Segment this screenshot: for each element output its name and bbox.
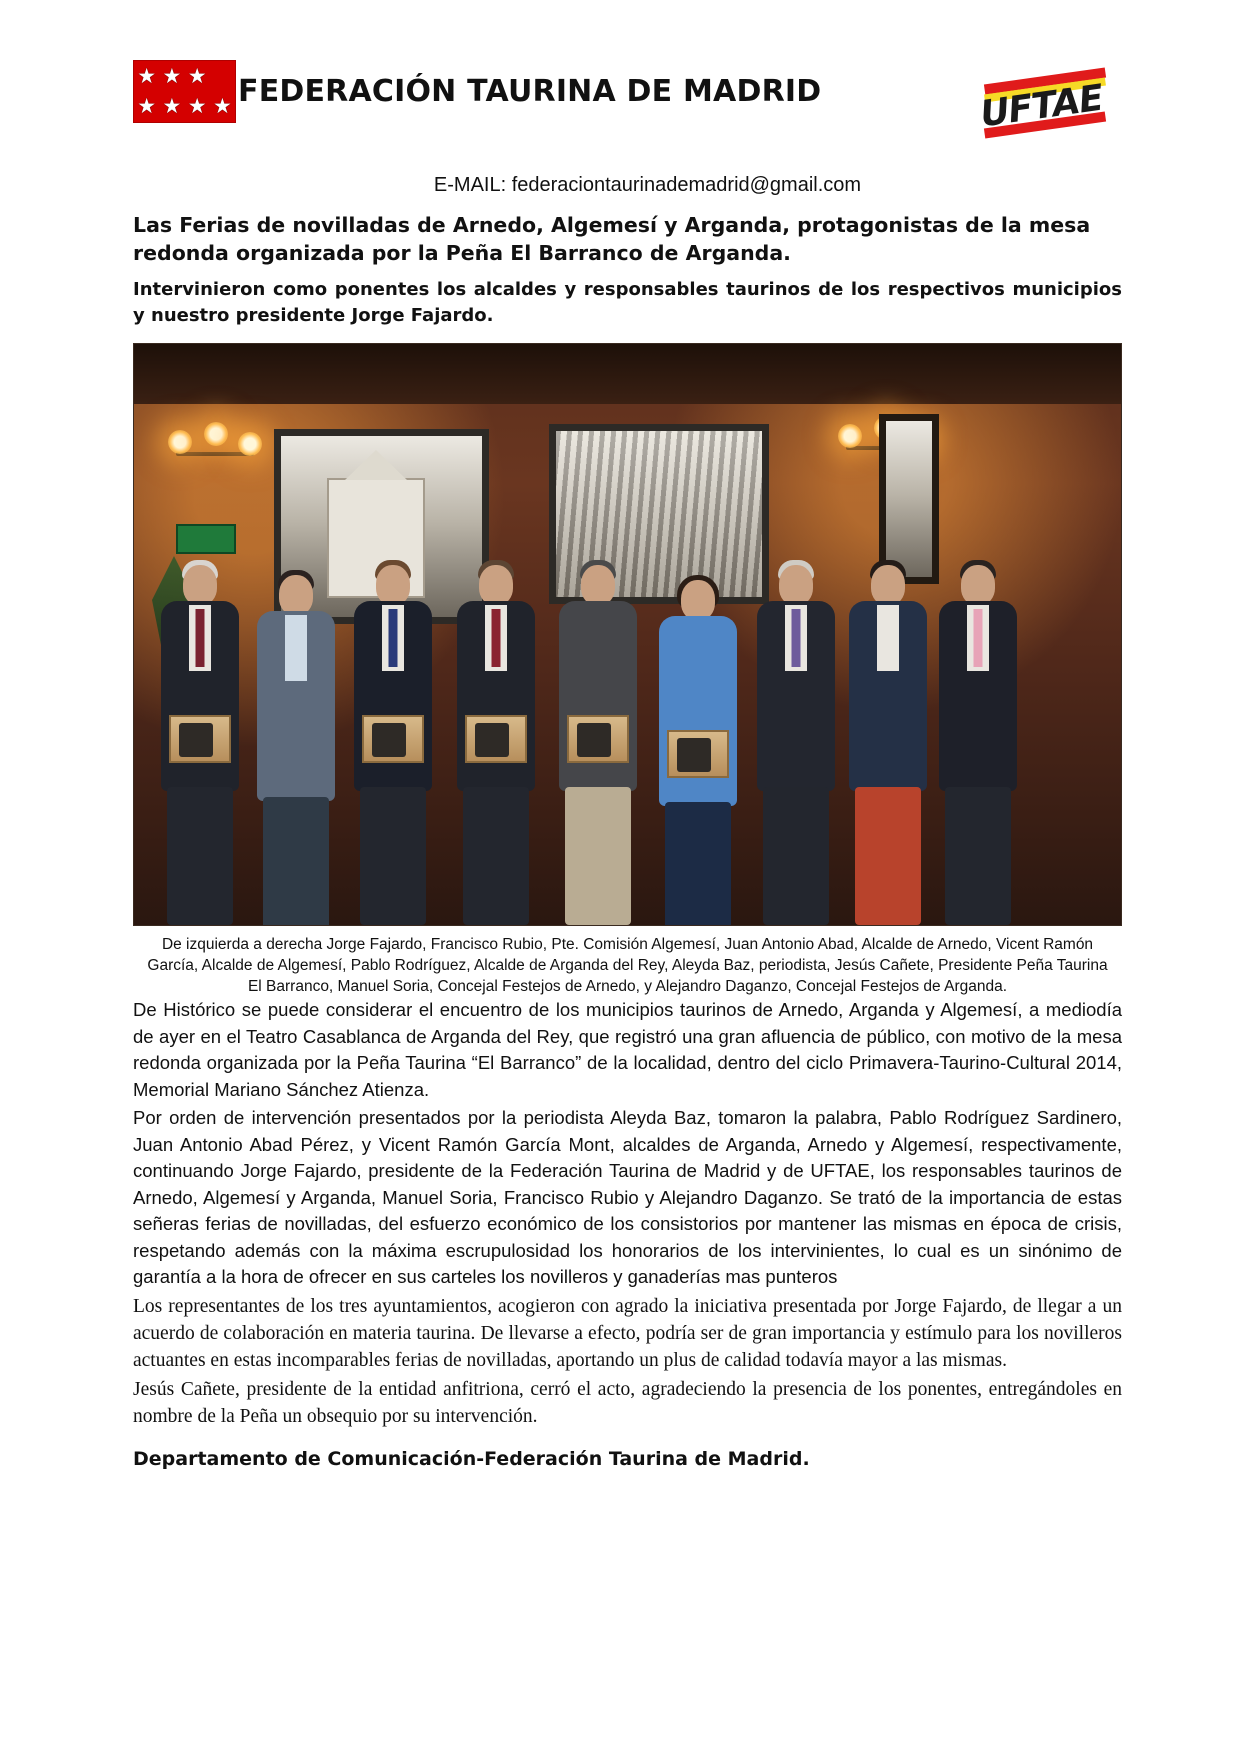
person-tie: [196, 609, 205, 667]
person-legs: [945, 787, 1011, 925]
person: [452, 565, 540, 925]
person-legs: [263, 797, 329, 926]
person-shirt: [285, 615, 307, 681]
lamp-bulb: [238, 432, 262, 456]
award-plaque: [169, 715, 231, 763]
flag-stars: [134, 61, 235, 122]
person-tie: [792, 609, 801, 667]
star-icon: ★: [187, 95, 207, 119]
person-tie: [492, 609, 501, 667]
madrid-flag-logo: [133, 60, 236, 123]
person-head: [581, 565, 615, 605]
person-head: [961, 565, 995, 605]
contact-email: E-MAIL: federaciontaurinademadrid@gmail.com: [433, 174, 862, 196]
article-headline: Las Ferias de novilladas de Arnedo, Algemesí y Arganda, protagonistas de la mesa redonda organizada por la Peña El Barranco de Arganda.: [133, 213, 1091, 265]
person-head: [871, 565, 905, 605]
person: [654, 580, 742, 925]
wall-lamp-left: [166, 422, 264, 496]
lamp-bulb: [838, 424, 862, 448]
article-body-secondary: [133, 1293, 1122, 1430]
person-legs: [167, 787, 233, 925]
person: [349, 565, 437, 925]
person-tie: [974, 609, 983, 667]
article-subheadline: Intervinieron como ponentes los alcaldes y responsables taurinos de los respectivos municipios y nuestro presidente Jorge Fajardo.: [133, 279, 1122, 326]
award-plaque: [667, 730, 729, 778]
person-legs: [565, 787, 631, 925]
document-header: [133, 60, 1122, 168]
article-body-primary: [133, 997, 1122, 1291]
person: [844, 565, 932, 925]
paragraph: Los representantes de los tres ayuntamientos, acogieron con agrado la iniciativa presentada por Jorge Fajardo, de llegar a un acuerdo de colaboración en materia taurina. De llevarse a efecto, podría ser de gran importancia y estímulo para los novilleros actuantes en estas incomparables ferias de novilladas, aportando un plus de calidad todavía mayor a las mismas.: [133, 1295, 1122, 1371]
star-icon: ★: [187, 64, 207, 88]
uftae-logo-text: UFTAE: [977, 77, 1106, 136]
person-head: [479, 565, 513, 605]
person-legs: [763, 787, 829, 925]
award-plaque: [567, 715, 629, 763]
person-legs: [665, 802, 731, 926]
person: [934, 565, 1022, 925]
person: [554, 565, 642, 925]
group-of-people: [134, 505, 1121, 925]
person-head: [279, 575, 313, 615]
person-legs: [463, 787, 529, 925]
award-plaque: [362, 715, 424, 763]
person-head: [681, 580, 715, 620]
person-legs: [855, 787, 921, 925]
person: [156, 565, 244, 925]
person: [252, 575, 340, 925]
organization-title: FEDERACIÓN TAURINA DE MADRID: [238, 74, 822, 109]
award-plaque: [465, 715, 527, 763]
paragraph: Por orden de intervención presentados por la periodista Aleyda Baz, tomaron la palabra, Pablo Rodríguez Sardinero, Juan Antonio Abad Pérez, y Vicent Ramón García Mont, alcaldes de Arganda, Arnedo y Algemesí, respectivamente, continuando Jorge Fajardo, presidente de la Federación Taurina de Madrid y de UFTAE, los responsables taurinos de Arnedo, Algemesí y Arganda, Manuel Soria, Francisco Rubio y Alejandro Daganzo. Se trató de la importancia de estas señeras ferias de novilladas, del esfuerzo económico de los consistorios por mantener las mismas en época de crisis, respetando además con la máxima escrupulosidad los honorarios de los intervinientes, lo cual es un sinónimo de garantía a la hora de ofrecer en sus carteles los novilleros y ganaderías mas punteros: [133, 1107, 1122, 1287]
lamp-bulb: [168, 430, 192, 454]
uftae-logo: [974, 64, 1110, 144]
department-signature: Departamento de Comunicación-Federación Taurina de Madrid.: [133, 1447, 810, 1470]
person-tie: [389, 609, 398, 667]
star-icon: ★: [137, 95, 157, 119]
person-head: [183, 565, 217, 605]
star-icon: ★: [162, 95, 182, 119]
paragraph: De Histórico se puede considerar el encuentro de los municipios taurinos de Arnedo, Arganda y Algemesí, a mediodía de ayer en el Teatro Casablanca de Arganda del Rey, que registró una gran afluencia de público, con motivo de la mesa redonda organizada por la Peña Taurina “El Barranco” de la localidad, dentro del ciclo Primavera-Taurino-Cultural 2014, Memorial Mariano Sánchez Atienza.: [133, 999, 1122, 1100]
paragraph: Jesús Cañete, presidente de la entidad anfitriona, cerró el acto, agradeciendo la presencia de los ponentes, entregándoles en nombre de la Peña un obsequio por su intervención.: [133, 1378, 1122, 1427]
person-head: [376, 565, 410, 605]
photo-caption: De izquierda a derecha Jorge Fajardo, Francisco Rubio, Pte. Comisión Algemesí, Juan Antonio Abad, Alcalde de Arnedo, Vicent Ramón García, Alcalde de Algemesí, Pablo Rodríguez, Alcalde de Arganda del Rey, Aleyda Baz, periodista, Jesús Cañete, Presidente Peña Taurina El Barranco, Manuel Soria, Concejal Festejos de Arnedo, y Alejandro Daganzo, Concejal Festejos de Arganda.: [147, 936, 1108, 995]
person-legs: [360, 787, 426, 925]
star-icon: ★: [137, 64, 157, 88]
person: [752, 565, 840, 925]
star-icon: ★: [162, 64, 182, 88]
person-head: [779, 565, 813, 605]
event-photo: [133, 343, 1122, 926]
star-icon: ★: [212, 95, 232, 119]
lamp-bulb: [204, 422, 228, 446]
person-shirt: [877, 605, 899, 671]
photo-ceiling: [134, 344, 1121, 404]
